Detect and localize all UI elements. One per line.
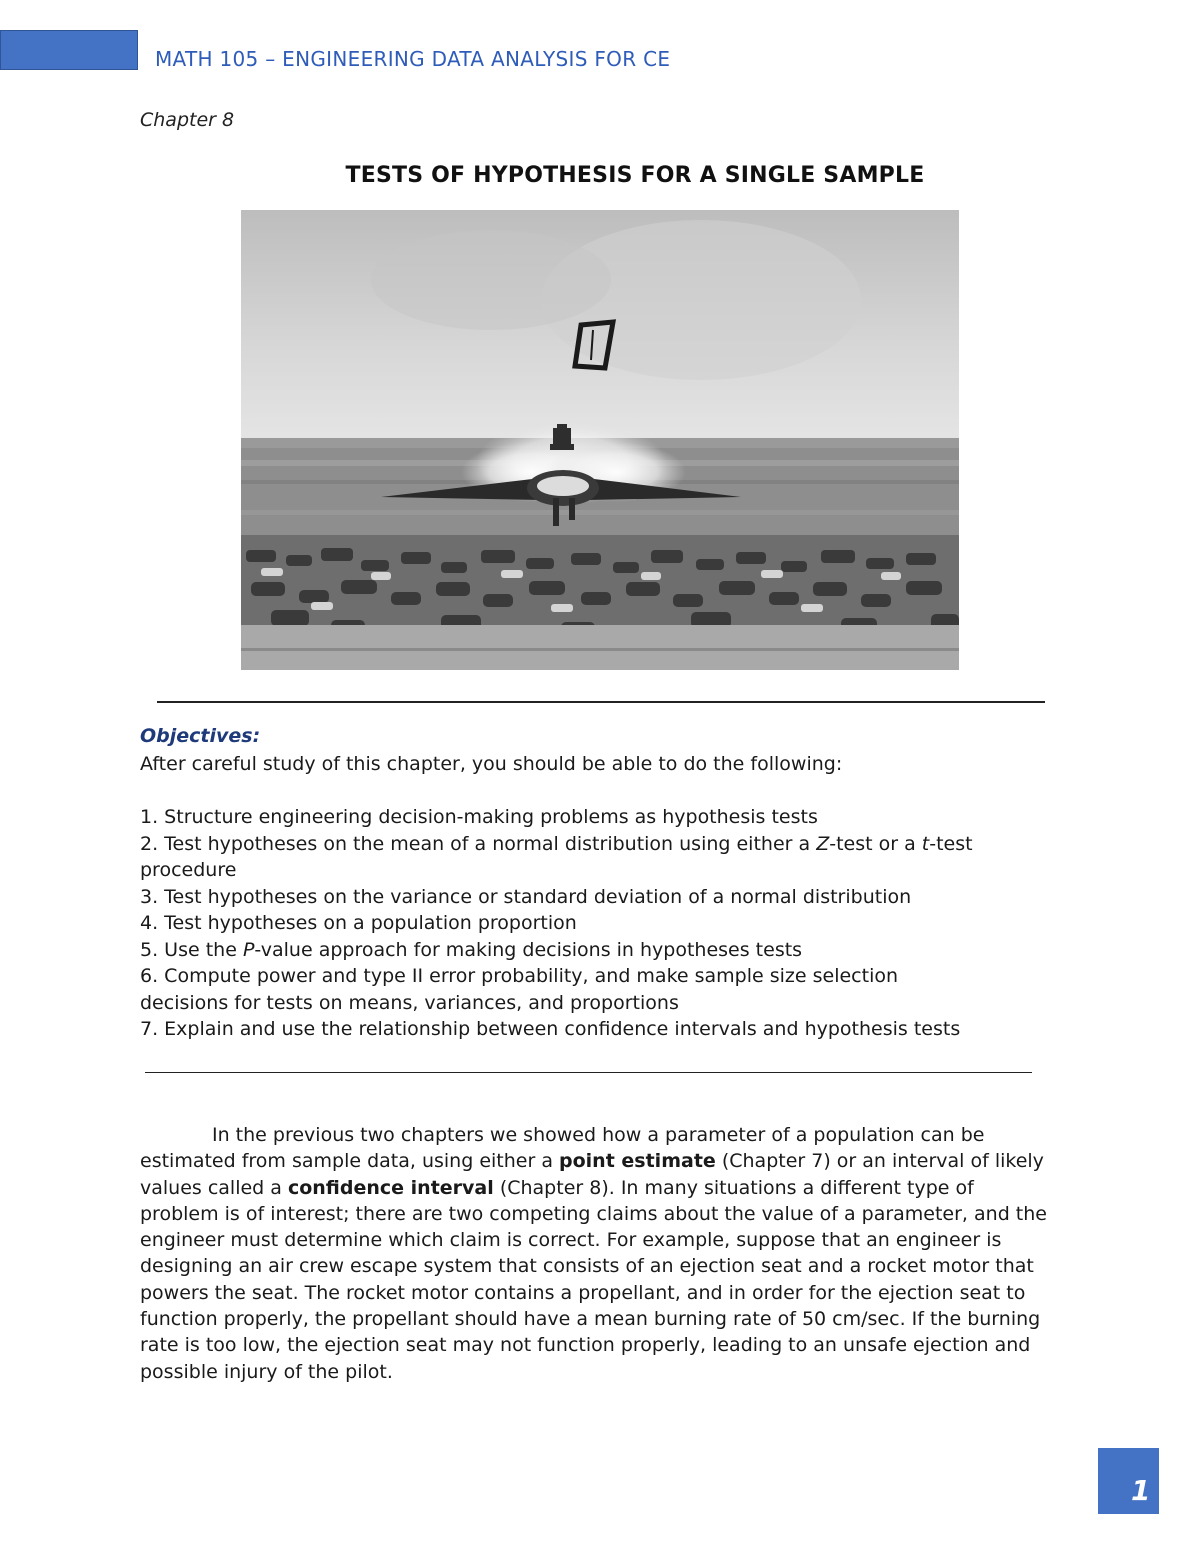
list-item: 6. Compute power and type II error probability, and make sample size selection decisions for tests on means, variances, and proportions xyxy=(140,965,899,1014)
ejection-seat-photo xyxy=(241,210,959,670)
list-item: 2. Test hypotheses on the mean of a normal distribution using either a Z-test or a t-test procedure xyxy=(140,832,973,881)
header-accent-bar xyxy=(0,30,138,70)
divider-bottom xyxy=(145,1072,1032,1073)
objectives-list xyxy=(140,804,1040,1043)
list-item: 5. Use the P-value approach for making decisions in hypotheses tests xyxy=(140,938,803,961)
list-item: 7. Explain and use the relationship between confidence intervals and hypothesis tests xyxy=(140,1018,961,1040)
objectives-intro: After careful study of this chapter, you should be able to do the following: xyxy=(140,753,843,775)
divider-top xyxy=(157,701,1045,703)
term-point-estimate: point estimate xyxy=(559,1150,716,1173)
page-title: TESTS OF HYPOTHESIS FOR A SINGLE SAMPLE xyxy=(345,163,925,188)
list-item: 4. Test hypotheses on a population proportion xyxy=(140,912,577,934)
page-number: 1 xyxy=(1098,1448,1159,1514)
jet-ejection-illustration xyxy=(241,210,959,670)
term-confidence-interval: confidence interval xyxy=(287,1176,494,1199)
chapter-label: Chapter 8 xyxy=(140,109,235,131)
course-title: MATH 105 – ENGINEERING DATA ANALYSIS FOR CE xyxy=(155,47,671,71)
list-item: 1. Structure engineering decision-making problems as hypothesis tests xyxy=(140,806,818,828)
objectives-heading: Objectives: xyxy=(140,725,261,747)
list-item: 3. Test hypotheses on the variance or standard deviation of a normal distribution xyxy=(140,885,912,908)
body-paragraph: In the previous two chapters we showed how a parameter of a population can be estimated from sample data, using either a point estimate (Chapter 7) or an interval of likely values called a confidence interval (Chapter 8). In many situations a different type of problem is of interest; there are two competing claims about the value of a parameter, and the engineer must determine which claim is correct. For example, suppose that an engineer is designing an air crew escape system that consists of an ejection seat and a rocket motor that powers the seat. The rocket motor contains a propellant, and in order for the ejection seat to function properly, the propellant should have a mean burning rate of 50 cm/sec. If the burning rate is too low, the ejection seat may not function properly, leading to an unsafe ejection and possible injury of the pilot. xyxy=(140,1124,1047,1383)
